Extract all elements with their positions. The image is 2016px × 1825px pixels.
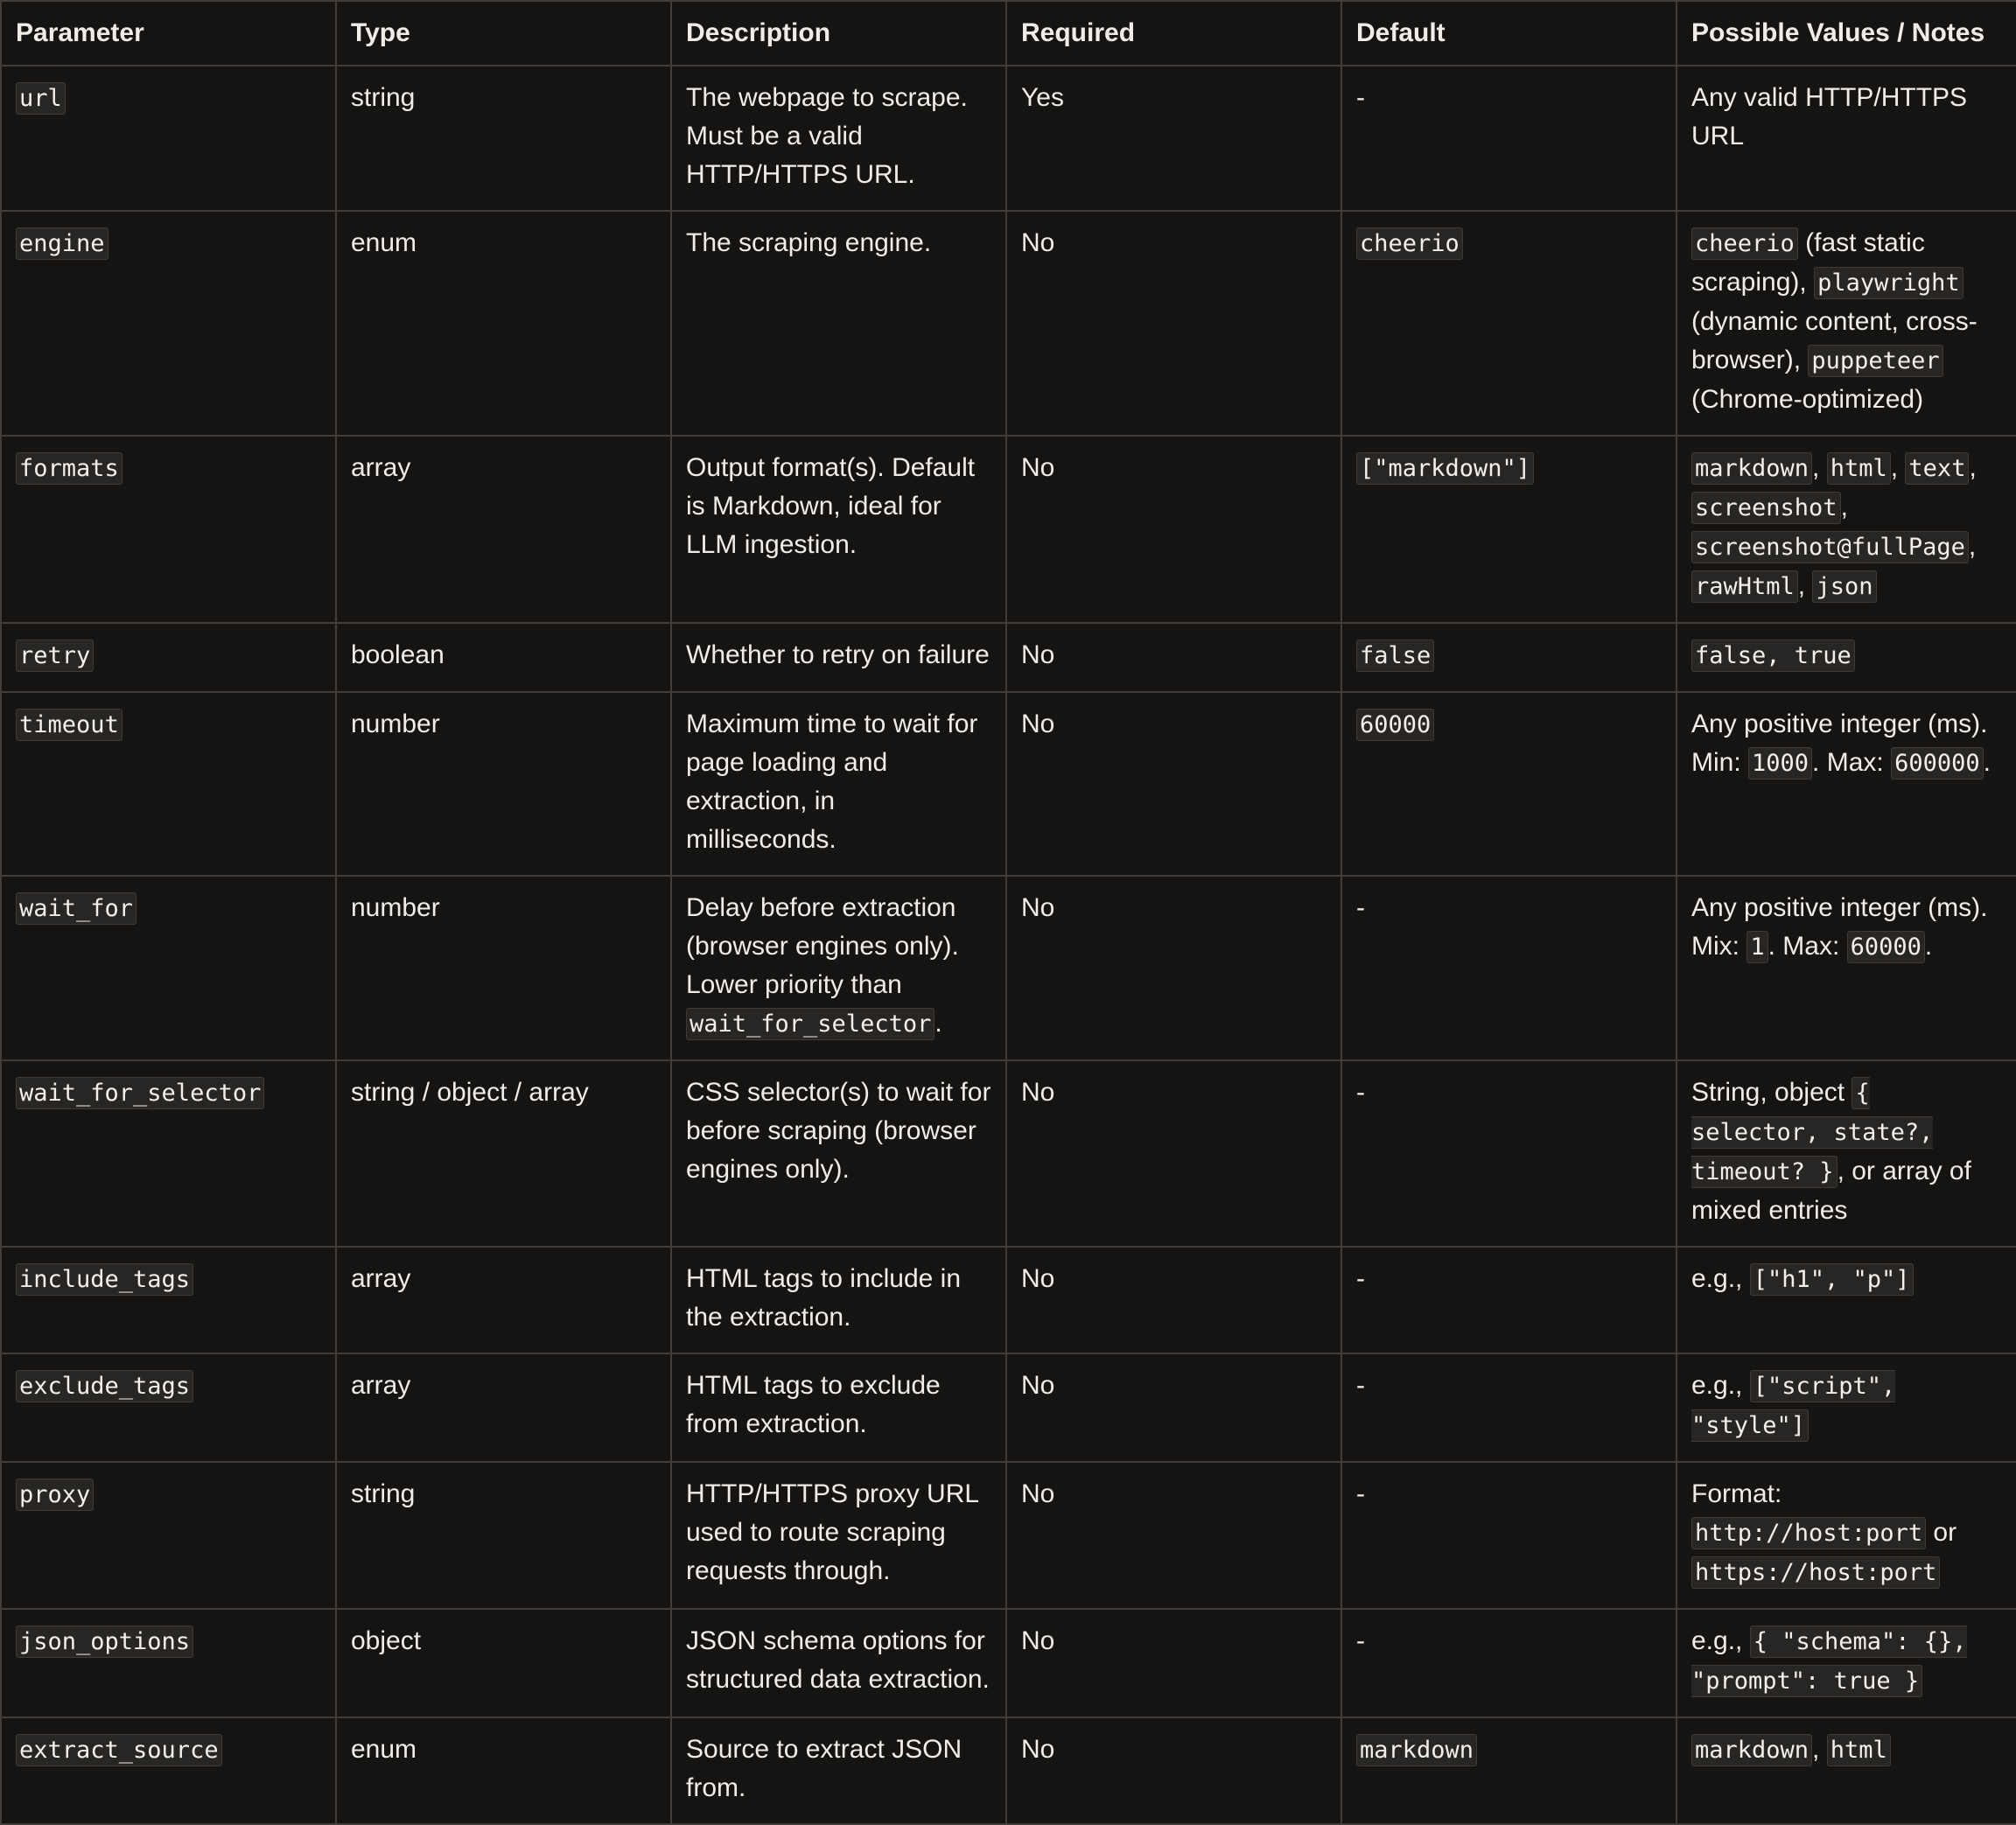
text-segment: Maximum time to wait for page loading and extraction, in milliseconds. xyxy=(686,710,978,854)
default-cell xyxy=(1341,211,1676,436)
parameter-name: json_options xyxy=(16,1626,193,1658)
code-snippet: { "schema": {}, "prompt": true } xyxy=(1691,1626,1967,1697)
default-cell xyxy=(1341,436,1676,623)
required-cell: No xyxy=(1006,692,1341,876)
default-cell xyxy=(1341,1462,1676,1609)
parameter-name: timeout xyxy=(16,709,122,741)
parameter-name: wait_for xyxy=(16,892,136,925)
required-cell: No xyxy=(1006,1609,1341,1717)
default-cell xyxy=(1341,1353,1676,1462)
description-cell xyxy=(671,1462,1006,1609)
code-snippet: puppeteer xyxy=(1808,345,1942,377)
type-cell: array xyxy=(336,436,671,623)
type-cell: boolean xyxy=(336,623,671,692)
table-row xyxy=(1,623,2016,692)
parameter-cell xyxy=(1,876,336,1060)
table-row xyxy=(1,876,2016,1060)
code-snippet: text xyxy=(1905,452,1969,485)
code-snippet: 60000 xyxy=(1847,931,1925,963)
text-segment: . xyxy=(934,1009,942,1038)
text-segment: , xyxy=(1840,493,1848,521)
header-possible-values-notes: Possible Values / Notes xyxy=(1676,1,2016,66)
possible-values-cell xyxy=(1676,211,2016,436)
table-row xyxy=(1,1060,2016,1247)
text-segment: - xyxy=(1356,1371,1365,1400)
required-cell: No xyxy=(1006,436,1341,623)
parameter-name: wait_for_selector xyxy=(16,1077,264,1109)
parameter-name: include_tags xyxy=(16,1263,193,1296)
required-cell: No xyxy=(1006,211,1341,436)
text-segment: (dynamic content, cross-browser), xyxy=(1691,307,1978,374)
description-cell xyxy=(671,436,1006,623)
parameter-name: formats xyxy=(16,452,122,485)
default-cell xyxy=(1341,66,1676,211)
code-snippet: screenshot xyxy=(1691,492,1841,524)
type-cell: array xyxy=(336,1247,671,1353)
possible-values-cell xyxy=(1676,1353,2016,1462)
table-row xyxy=(1,692,2016,876)
possible-values-cell xyxy=(1676,1247,2016,1353)
text-segment: . xyxy=(1924,932,1933,961)
text-segment: String, object xyxy=(1691,1078,1852,1107)
type-cell: enum xyxy=(336,1717,671,1824)
text-segment: - xyxy=(1356,1479,1365,1508)
type-cell: number xyxy=(336,692,671,876)
code-snippet: wait_for_selector xyxy=(686,1008,934,1040)
header-type: Type xyxy=(336,1,671,66)
text-segment: , xyxy=(1812,1735,1827,1764)
possible-values-cell xyxy=(1676,1609,2016,1717)
parameter-cell xyxy=(1,1717,336,1824)
text-segment: , xyxy=(1797,571,1813,600)
code-snippet: 600000 xyxy=(1891,747,1984,780)
parameter-name: extract_source xyxy=(16,1734,222,1766)
code-snippet: html xyxy=(1827,1734,1891,1766)
parameter-cell xyxy=(1,692,336,876)
description-cell xyxy=(671,1060,1006,1247)
code-snippet: cheerio xyxy=(1691,227,1798,260)
code-snippet: playwright xyxy=(1814,267,1964,299)
text-segment: HTML tags to exclude from extraction. xyxy=(686,1371,941,1438)
required-cell: No xyxy=(1006,1462,1341,1609)
text-segment: Delay before extraction (browser engines only). Lower priority than xyxy=(686,893,959,999)
table-row xyxy=(1,211,2016,436)
parameter-cell xyxy=(1,211,336,436)
default-cell xyxy=(1341,1247,1676,1353)
text-segment: CSS selector(s) to wait for before scraping (browser engines only). xyxy=(686,1078,991,1184)
text-segment: , xyxy=(1969,453,1977,482)
type-cell: enum xyxy=(336,211,671,436)
header-row xyxy=(1,1,2016,66)
description-cell xyxy=(671,623,1006,692)
text-segment: Whether to retry on failure xyxy=(686,640,990,669)
required-cell: No xyxy=(1006,1060,1341,1247)
parameter-name: retry xyxy=(16,640,94,672)
table-row xyxy=(1,1353,2016,1462)
text-segment: e.g., xyxy=(1691,1371,1750,1400)
type-cell: number xyxy=(336,876,671,1060)
code-snippet: false xyxy=(1356,640,1434,672)
code-snippet: 1 xyxy=(1746,931,1768,963)
table-row xyxy=(1,1247,2016,1353)
text-segment: Source to extract JSON from. xyxy=(686,1735,962,1802)
table-row xyxy=(1,1609,2016,1717)
text-segment: Any positive integer (ms). Min: xyxy=(1691,710,1988,777)
text-segment: e.g., xyxy=(1691,1264,1750,1293)
default-cell xyxy=(1341,623,1676,692)
table-body xyxy=(1,66,2016,1824)
type-cell: object xyxy=(336,1609,671,1717)
code-snippet: json xyxy=(1812,570,1876,603)
header-default: Default xyxy=(1341,1,1676,66)
code-snippet: 1000 xyxy=(1748,747,1812,780)
default-cell xyxy=(1341,876,1676,1060)
table-row xyxy=(1,66,2016,211)
required-cell: No xyxy=(1006,876,1341,1060)
description-cell xyxy=(671,1717,1006,1824)
text-segment: , xyxy=(1812,453,1827,482)
text-segment: , xyxy=(1890,453,1906,482)
required-cell: No xyxy=(1006,1717,1341,1824)
possible-values-cell xyxy=(1676,1060,2016,1247)
text-segment: e.g., xyxy=(1691,1626,1750,1655)
text-segment: or xyxy=(1926,1518,1957,1547)
parameter-name: proxy xyxy=(16,1479,94,1511)
parameter-cell xyxy=(1,1247,336,1353)
text-segment: - xyxy=(1356,893,1365,922)
header-description: Description xyxy=(671,1,1006,66)
code-snippet: markdown xyxy=(1691,1734,1812,1766)
text-segment: HTTP/HTTPS proxy URL used to route scraping requests through. xyxy=(686,1479,978,1585)
text-segment: (Chrome-optimized) xyxy=(1691,385,1924,414)
type-cell: string xyxy=(336,1462,671,1609)
text-segment: The scraping engine. xyxy=(686,228,932,257)
code-snippet: html xyxy=(1827,452,1891,485)
code-snippet: markdown xyxy=(1691,452,1812,485)
text-segment: - xyxy=(1356,83,1365,112)
text-segment: The webpage to scrape. Must be a valid HTTP/HTTPS URL. xyxy=(686,83,968,189)
text-segment: . xyxy=(1983,748,1991,777)
code-snippet: false, true xyxy=(1691,640,1855,672)
text-segment: Any positive integer (ms). Mix: xyxy=(1691,893,1988,961)
required-cell: No xyxy=(1006,1247,1341,1353)
possible-values-cell xyxy=(1676,1717,2016,1824)
text-segment: - xyxy=(1356,1078,1365,1107)
description-cell xyxy=(671,211,1006,436)
default-cell xyxy=(1341,1609,1676,1717)
text-segment: Any valid HTTP/HTTPS URL xyxy=(1691,83,1968,150)
required-cell: No xyxy=(1006,623,1341,692)
parameter-cell xyxy=(1,1353,336,1462)
code-snippet: ["script", "style"] xyxy=(1691,1370,1895,1442)
text-segment: Format: xyxy=(1691,1479,1782,1508)
code-snippet: https://host:port xyxy=(1691,1556,1940,1589)
parameter-cell xyxy=(1,1462,336,1609)
possible-values-cell xyxy=(1676,623,2016,692)
text-segment: , xyxy=(1968,532,1977,561)
description-cell xyxy=(671,1609,1006,1717)
parameter-name: engine xyxy=(16,227,108,260)
default-cell xyxy=(1341,1060,1676,1247)
possible-values-cell xyxy=(1676,66,2016,211)
description-cell xyxy=(671,66,1006,211)
parameter-name: exclude_tags xyxy=(16,1370,193,1402)
parameter-name: url xyxy=(16,82,66,115)
code-snippet: rawHtml xyxy=(1691,570,1798,603)
code-snippet: ["h1", "p"] xyxy=(1750,1263,1914,1296)
type-cell: string xyxy=(336,66,671,211)
code-snippet: 60000 xyxy=(1356,709,1434,741)
description-cell xyxy=(671,1247,1006,1353)
text-segment: (fast static scraping), xyxy=(1691,228,1925,297)
required-cell: No xyxy=(1006,1353,1341,1462)
type-cell: string / object / array xyxy=(336,1060,671,1247)
parameter-cell xyxy=(1,623,336,692)
text-segment: - xyxy=(1356,1264,1365,1293)
parameter-cell xyxy=(1,1060,336,1247)
description-cell xyxy=(671,692,1006,876)
text-segment: HTML tags to include in the extraction. xyxy=(686,1264,962,1332)
text-segment: - xyxy=(1356,1626,1365,1655)
type-cell: array xyxy=(336,1353,671,1462)
code-snippet: { selector, state?, timeout? } xyxy=(1691,1077,1933,1188)
required-cell: Yes xyxy=(1006,66,1341,211)
text-segment: JSON schema options for structured data extraction. xyxy=(686,1626,990,1694)
description-cell xyxy=(671,876,1006,1060)
default-cell xyxy=(1341,1717,1676,1824)
table-row xyxy=(1,436,2016,623)
text-segment: . Max: xyxy=(1768,932,1847,961)
parameter-cell xyxy=(1,436,336,623)
possible-values-cell xyxy=(1676,436,2016,623)
default-cell xyxy=(1341,692,1676,876)
code-snippet: http://host:port xyxy=(1691,1517,1926,1549)
code-snippet: markdown xyxy=(1356,1734,1477,1766)
table-row xyxy=(1,1462,2016,1609)
code-snippet: screenshot@fullPage xyxy=(1691,531,1969,563)
possible-values-cell xyxy=(1676,692,2016,876)
text-segment: , or array of mixed entries xyxy=(1691,1157,1971,1225)
possible-values-cell xyxy=(1676,1462,2016,1609)
header-parameter: Parameter xyxy=(1,1,336,66)
code-snippet: ["markdown"] xyxy=(1356,452,1534,485)
parameter-cell xyxy=(1,1609,336,1717)
table-row xyxy=(1,1717,2016,1824)
possible-values-cell xyxy=(1676,876,2016,1060)
description-cell xyxy=(671,1353,1006,1462)
header-required: Required xyxy=(1006,1,1341,66)
text-segment: Output format(s). Default is Markdown, ideal for LLM ingestion. xyxy=(686,453,976,559)
parameter-cell xyxy=(1,66,336,211)
code-snippet: cheerio xyxy=(1356,227,1463,260)
text-segment: . Max: xyxy=(1812,748,1892,777)
